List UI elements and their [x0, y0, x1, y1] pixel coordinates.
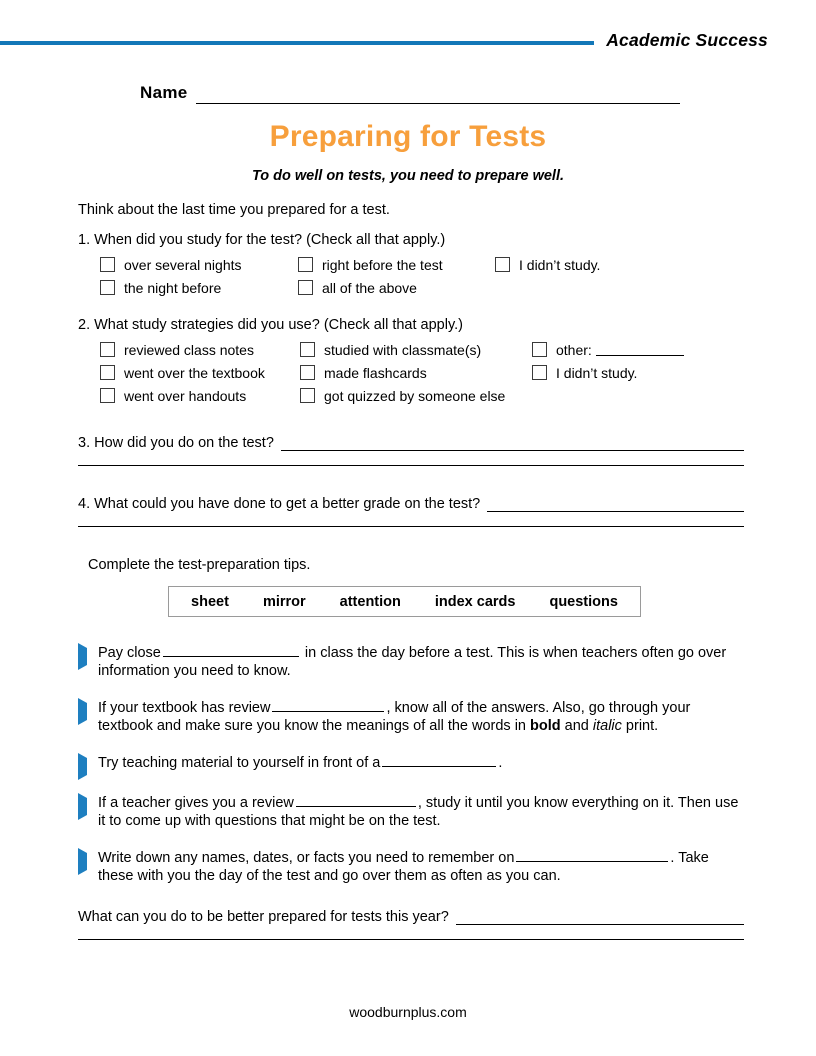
worksheet-body — [78, 202, 744, 940]
question-1-column-3 — [495, 253, 665, 299]
checkbox-item[interactable] — [100, 338, 300, 361]
checkbox-item[interactable] — [300, 338, 532, 361]
triangle-bullet-icon — [78, 643, 98, 681]
tip-text — [98, 848, 744, 886]
tip-text-after-b: print. — [621, 717, 659, 734]
checkbox-label: reviewed class notes — [124, 341, 254, 358]
final-question-line — [78, 903, 744, 925]
tip-item — [78, 848, 744, 886]
word-bank-word[interactable]: index cards — [434, 593, 516, 610]
question-3-answer-line-2[interactable] — [78, 464, 744, 466]
question-2-column-1 — [100, 338, 300, 407]
tip-italic-word: italic — [592, 717, 622, 734]
tip-blank-line[interactable] — [272, 698, 384, 712]
name-input-line[interactable] — [196, 83, 680, 104]
tip-item — [78, 643, 744, 681]
checkbox-label: studied with classmate(s) — [324, 341, 482, 358]
checkbox-icon[interactable] — [532, 365, 547, 380]
question-1-prompt: 1. When did you study for the test? (Check all that apply.) — [78, 232, 446, 248]
tip-text — [98, 643, 744, 681]
checkbox-item[interactable] — [300, 361, 532, 384]
checkbox-label: all of the above — [322, 279, 417, 296]
checkbox-label: made flashcards — [324, 364, 427, 381]
page-header — [0, 30, 816, 56]
question-4-prompt: 4. What could you have done to get a better grade on the test? — [78, 496, 481, 512]
checkbox-icon[interactable] — [100, 280, 115, 295]
checkbox-label: right before the test — [322, 256, 443, 273]
word-bank-word[interactable]: attention — [339, 593, 401, 610]
triangle-bullet-icon — [78, 698, 98, 736]
tip-text — [98, 753, 502, 776]
tip-text-mid: and — [560, 717, 593, 734]
checkbox-item-other[interactable] — [532, 338, 732, 361]
word-bank-section — [78, 557, 744, 617]
checkbox-icon[interactable] — [532, 342, 547, 357]
question-1-column-2 — [298, 253, 495, 299]
checkbox-icon[interactable] — [100, 342, 115, 357]
checkbox-item[interactable] — [298, 276, 495, 299]
tip-text-after: in class the day before a test. This is when teachers often go over information you need to know. — [98, 645, 727, 679]
checkbox-item[interactable] — [532, 361, 732, 384]
final-answer-line-1[interactable] — [456, 906, 744, 925]
question-3 — [78, 429, 744, 466]
checkbox-label: went over handouts — [124, 387, 247, 404]
question-1-options — [78, 253, 744, 299]
question-2-column-2 — [300, 338, 532, 407]
name-label: Name — [140, 83, 188, 102]
question-3-line — [78, 429, 744, 451]
checkbox-label: I didn’t study. — [519, 256, 601, 273]
question-2-prompt: 2. What study strategies did you use? (Check all that apply.) — [78, 317, 463, 333]
tip-text-before: Write down any names, dates, or facts you need to remember on — [98, 849, 515, 866]
checkbox-icon[interactable] — [298, 257, 313, 272]
tip-text-after-a: , know all of the answers. Also, go through your textbook and make sure you know the meanings of all the words in — [98, 699, 691, 734]
tip-text-before: If your textbook has review — [98, 699, 271, 716]
question-4-line — [78, 490, 744, 512]
checkbox-label: over several nights — [124, 256, 242, 273]
tip-text-after: . — [498, 754, 503, 771]
question-2 — [78, 317, 744, 407]
tip-item — [78, 793, 744, 831]
tip-text-after: . Take these with you the day of the test and go over them as often as you can. — [98, 849, 709, 884]
final-question — [78, 903, 744, 940]
checkbox-icon[interactable] — [100, 365, 115, 380]
tip-item — [78, 753, 744, 776]
checkbox-icon[interactable] — [300, 365, 315, 380]
question-3-prompt: 3. How did you do on the test? — [78, 435, 274, 451]
tip-bold-word: bold — [530, 717, 561, 734]
tips-list — [78, 643, 744, 886]
tip-item — [78, 698, 744, 736]
checkbox-label: the night before — [124, 279, 222, 296]
checkbox-item[interactable] — [100, 253, 298, 276]
page-title: Preparing for Tests — [269, 120, 547, 153]
checkbox-label: I didn’t study. — [556, 364, 638, 381]
tip-blank-line[interactable] — [382, 753, 496, 767]
tip-text — [98, 698, 744, 736]
triangle-bullet-icon — [78, 793, 98, 831]
tip-text-before: Pay close — [98, 645, 161, 661]
tip-text-after: , study it until you know everything on it. Then use it to come up with questions that might be on the test. — [98, 794, 739, 829]
checkbox-item[interactable] — [298, 253, 495, 276]
tip-text-before: Try teaching material to yourself in front of a — [98, 754, 381, 771]
footer-site-name: woodburnplus.com — [349, 1004, 467, 1020]
checkbox-item[interactable] — [495, 253, 665, 276]
question-4-answer-line-1[interactable] — [487, 493, 744, 512]
tip-blank-line[interactable] — [516, 848, 668, 862]
checkbox-label: other: — [556, 341, 592, 358]
checkbox-item[interactable] — [300, 384, 532, 407]
checkbox-item[interactable] — [100, 276, 298, 299]
word-bank-word[interactable]: sheet — [191, 593, 229, 610]
question-2-options — [78, 338, 744, 407]
question-1 — [78, 232, 744, 299]
checkbox-item[interactable] — [100, 384, 300, 407]
checkbox-icon[interactable] — [300, 342, 315, 357]
question-3-answer-line-1[interactable] — [281, 432, 744, 451]
final-answer-line-2[interactable] — [78, 938, 744, 940]
page-subtitle: To do well on tests, you need to prepare well. — [251, 168, 565, 184]
tip-blank-line[interactable] — [163, 643, 299, 657]
intro-text: Think about the last time you prepared for a test. — [78, 202, 390, 218]
word-bank-word[interactable]: questions — [549, 593, 618, 610]
word-bank-intro: Complete the test-preparation tips. — [88, 557, 311, 573]
tip-text — [98, 793, 744, 831]
series-label: Academic Success — [606, 30, 768, 50]
question-1-column-1 — [100, 253, 298, 299]
other-input-line[interactable] — [596, 344, 684, 356]
triangle-bullet-icon — [78, 753, 98, 776]
checkbox-icon[interactable] — [100, 257, 115, 272]
checkbox-icon[interactable] — [495, 257, 510, 272]
checkbox-icon[interactable] — [298, 280, 313, 295]
name-row — [140, 78, 680, 104]
checkbox-label: got quizzed by someone else — [324, 387, 506, 404]
word-bank-box — [168, 586, 641, 617]
checkbox-icon[interactable] — [300, 388, 315, 403]
question-2-column-3 — [532, 338, 732, 407]
tip-text-before: If a teacher gives you a review — [98, 794, 294, 811]
checkbox-icon[interactable] — [100, 388, 115, 403]
final-question-prompt: What can you do to be better prepared for tests this year? — [78, 908, 449, 925]
header-blue-rule — [0, 41, 594, 45]
word-bank-word[interactable]: mirror — [262, 593, 306, 610]
question-4-answer-line-2[interactable] — [78, 525, 744, 527]
question-4 — [78, 490, 744, 527]
tip-blank-line[interactable] — [296, 793, 416, 807]
triangle-bullet-icon — [78, 848, 98, 886]
checkbox-label: went over the textbook — [124, 364, 265, 381]
checkbox-item[interactable] — [100, 361, 300, 384]
